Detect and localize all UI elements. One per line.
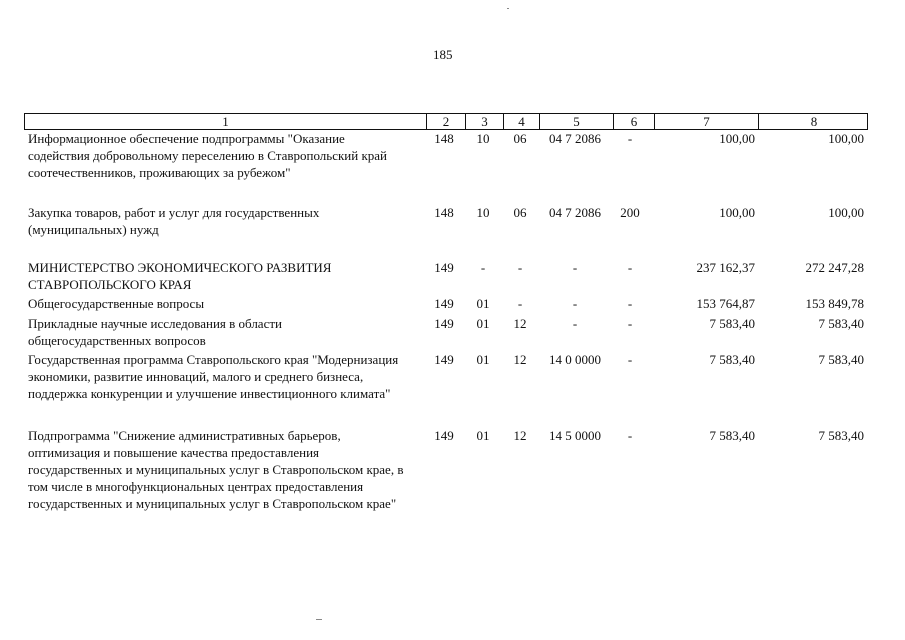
- header-col-7: 7: [655, 114, 759, 129]
- row-col-6: -: [627, 316, 633, 331]
- row-col-8: 7 583,40: [818, 352, 864, 367]
- scan-mark: [316, 619, 322, 620]
- header-col-5: 5: [540, 114, 614, 129]
- row-name: Подпрограмма "Снижение административных барьеров, оптимизация и повышение качества предоставления государственных и муниципальных услуг в Ставропольском крае, в том числе в многофункциональных центрах предоставления государственных и муниципальных услуг в Ставропольском крае": [28, 428, 404, 511]
- row-col-7: 153 764,87: [696, 296, 755, 311]
- row-col-6: -: [627, 296, 633, 311]
- row-col-2: 149: [434, 296, 454, 311]
- row-col-3: 01: [476, 296, 490, 311]
- row-col-6: -: [627, 260, 633, 275]
- row-col-8: 153 849,78: [805, 296, 864, 311]
- row-col-2: 149: [434, 316, 454, 331]
- row-col-3: 10: [476, 205, 490, 220]
- header-col-4: 4: [504, 114, 540, 129]
- header-col-1: 1: [25, 114, 427, 129]
- row-col-8: 100,00: [828, 205, 864, 220]
- header-col-3: 3: [466, 114, 504, 129]
- row-col-5: 14 5 0000: [549, 428, 601, 443]
- row-col-4: 12: [513, 428, 527, 443]
- page-number: 185: [433, 47, 453, 62]
- row-name: Прикладные научные исследования в области общегосударственных вопросов: [28, 316, 282, 348]
- row-col-3: 01: [476, 316, 490, 331]
- row-col-5: -: [572, 296, 578, 311]
- row-col-5: -: [572, 316, 578, 331]
- row-col-7: 237 162,37: [696, 260, 755, 275]
- row-col-4: 12: [513, 316, 527, 331]
- row-col-4: 12: [513, 352, 527, 367]
- row-col-2: 148: [434, 205, 454, 220]
- row-name: Государственная программа Ставропольского края "Модернизация экономики, развитие инноваций, малого и среднего бизнеса, поддержка конкуренции и улучшение инвестиционного климата": [28, 352, 399, 401]
- row-col-4: -: [517, 296, 523, 311]
- scan-mark: [507, 8, 509, 9]
- row-col-2: 149: [434, 260, 454, 275]
- row-col-7: 100,00: [719, 131, 755, 146]
- row-col-6: -: [627, 428, 633, 443]
- row-col-2: 149: [434, 352, 454, 367]
- row-col-4: -: [517, 260, 523, 275]
- row-col-3: 01: [476, 428, 490, 443]
- row-col-5: 14 0 0000: [549, 352, 601, 367]
- row-col-8: 272 247,28: [805, 260, 864, 275]
- header-col-2: 2: [427, 114, 466, 129]
- row-col-3: -: [480, 260, 486, 275]
- row-col-6: 200: [620, 205, 640, 220]
- row-name: МИНИСТЕРСТВО ЭКОНОМИЧЕСКОГО РАЗВИТИЯ СТАВРОПОЛЬСКОГО КРАЯ: [28, 260, 332, 292]
- table-header: [24, 113, 868, 130]
- row-col-8: 7 583,40: [818, 316, 864, 331]
- row-col-5: -: [572, 260, 578, 275]
- row-col-7: 7 583,40: [709, 316, 755, 331]
- row-name: Информационное обеспечение подпрограммы "Оказание содействия добровольному переселению в Ставропольский край соотечественников, проживающих за рубежом": [28, 131, 388, 180]
- row-col-2: 149: [434, 428, 454, 443]
- row-col-3: 10: [476, 131, 490, 146]
- row-col-5: 04 7 2086: [549, 205, 601, 220]
- header-col-6: 6: [614, 114, 655, 129]
- row-col-6: -: [627, 352, 633, 367]
- row-col-2: 148: [434, 131, 454, 146]
- row-col-7: 100,00: [719, 205, 755, 220]
- row-col-7: 7 583,40: [709, 352, 755, 367]
- row-col-4: 06: [513, 205, 527, 220]
- row-name: Закупка товаров, работ и услуг для государственных (муниципальных) нужд: [28, 205, 320, 237]
- row-col-5: 04 7 2086: [549, 131, 601, 146]
- row-col-3: 01: [476, 352, 490, 367]
- header-col-8: 8: [810, 114, 818, 129]
- row-col-6: -: [627, 131, 633, 146]
- row-col-8: 7 583,40: [818, 428, 864, 443]
- row-name: Общегосударственные вопросы: [28, 296, 205, 311]
- row-col-8: 100,00: [828, 131, 864, 146]
- row-col-7: 7 583,40: [709, 428, 755, 443]
- row-col-4: 06: [513, 131, 527, 146]
